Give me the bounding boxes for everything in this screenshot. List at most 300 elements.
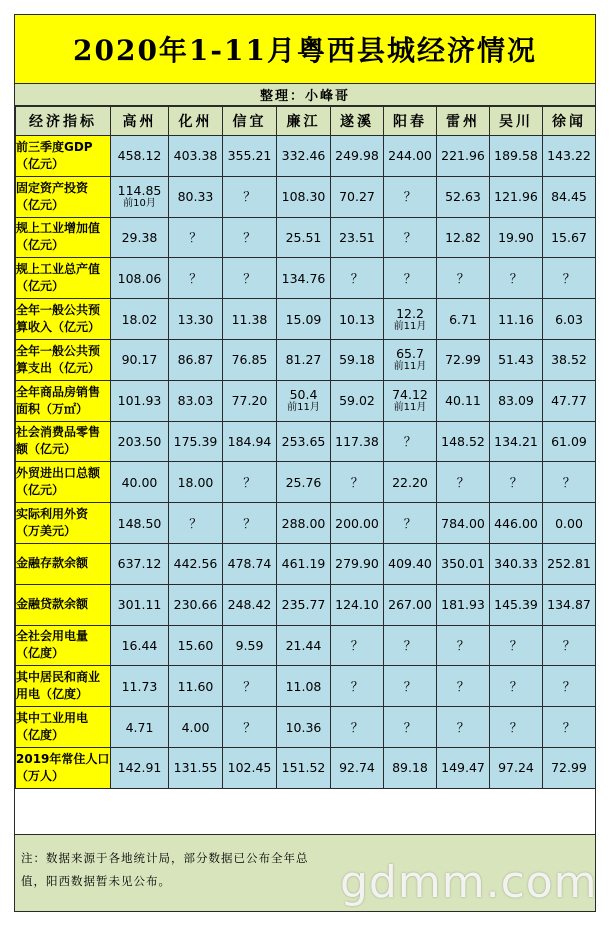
value-cell [437,299,490,340]
value-cell [223,380,277,421]
value-cell [223,462,277,503]
value-cell [277,666,331,707]
value-cell [223,747,277,788]
value-cell [169,136,223,177]
cell-value: 102.45 [227,760,272,776]
value-cell [543,258,596,299]
cell-value: 409.40 [388,556,432,572]
cell-value: 11.60 [177,678,214,694]
table-row [16,666,596,707]
cell-value: 76.85 [231,352,268,368]
cell-value: 0.00 [555,515,583,531]
cell-value: 301.11 [117,597,162,613]
value-cell [277,299,331,340]
cell-value: 253.65 [281,433,326,449]
cell-period-note: 前11月 [393,320,427,332]
value-cell [111,380,169,421]
cell-value: 11.38 [231,311,268,327]
value-cell [490,136,543,177]
value-cell [111,258,169,299]
value-cell [169,747,223,788]
cell-value: 230.66 [173,597,218,613]
cell-value: ？ [456,474,470,490]
value-cell [490,380,543,421]
value-cell [277,421,331,462]
header-county: 廉江 [277,107,331,136]
cell-value: 25.76 [285,474,322,490]
value-cell [169,299,223,340]
cell-value: 16.44 [121,637,158,653]
value-cell [384,584,437,625]
value-cell [437,136,490,177]
value-cell [543,625,596,666]
value-cell [277,584,331,625]
cell-value: 340.33 [494,556,538,572]
value-cell [490,217,543,258]
cell-value: 29.38 [121,229,158,245]
value-cell [111,503,169,544]
table-row [16,584,596,625]
value-cell [384,666,437,707]
value-cell [223,421,277,462]
cell-value: 145.39 [494,597,538,613]
value-cell [331,339,384,380]
cell-value: 175.39 [173,433,218,449]
value-cell [543,299,596,340]
site-watermark: gdmm.com [340,857,598,908]
value-cell [437,258,490,299]
cell-value: 92.74 [339,760,375,776]
value-cell [384,339,437,380]
cell-value: 15.09 [285,311,322,327]
cell-value: 124.10 [335,597,379,613]
data-table-frame [14,14,596,912]
table-row [16,339,596,380]
cell-value: ？ [403,678,417,694]
value-cell [543,543,596,584]
value-cell [437,503,490,544]
value-cell [543,584,596,625]
value-cell [437,462,490,503]
cell-value: ？ [509,719,523,735]
value-cell [437,625,490,666]
cell-value: ？ [350,678,364,694]
cell-value: 47.77 [551,393,587,409]
value-cell [384,543,437,584]
header-county: 吴川 [490,107,543,136]
value-cell [437,176,490,217]
value-cell [331,707,384,748]
cell-value: 6.03 [555,311,583,327]
cell-value: 134.76 [281,270,326,286]
value-cell [384,462,437,503]
cell-value: ？ [403,270,417,286]
cell-value: 84.45 [551,189,587,205]
value-cell [384,625,437,666]
cell-value: 784.00 [441,515,485,531]
value-cell [169,584,223,625]
cell-value: 22.20 [392,474,428,490]
value-cell [277,462,331,503]
value-cell [111,666,169,707]
cell-period-note: 前11月 [393,402,427,414]
value-cell [437,217,490,258]
table-row [16,462,596,503]
cell-value: 184.94 [227,433,272,449]
table-row [16,380,596,421]
cell-value: ？ [243,189,256,205]
value-cell [223,503,277,544]
header-county: 遂溪 [331,107,384,136]
cell-value: 81.27 [285,352,322,368]
cell-value: 249.98 [335,148,379,164]
value-cell [111,176,169,217]
value-cell [169,176,223,217]
value-cell [277,625,331,666]
value-cell [437,747,490,788]
cell-value: 10.13 [339,311,375,327]
value-cell [111,707,169,748]
value-cell [331,625,384,666]
value-cell [490,462,543,503]
value-cell [277,747,331,788]
value-cell [543,380,596,421]
value-cell [490,299,543,340]
indicator-label: 外贸进出口总额（亿元） [16,462,111,503]
value-cell [331,543,384,584]
value-cell [169,258,223,299]
cell-value: 83.03 [177,393,214,409]
value-cell [331,462,384,503]
indicator-label: 金融贷款余额 [16,584,111,625]
footnote-text: 注：数据来源于各地统计局，部分数据已公布全年总值，阳西数据暂未见公布。 [21,851,309,888]
indicator-label: 规上工业增加值（亿元） [16,217,111,258]
indicator-label: 金融存款余额 [16,543,111,584]
cell-value: 65.7 [396,346,424,362]
value-cell [490,258,543,299]
cell-value: ？ [509,474,523,490]
cell-value: ？ [403,515,417,531]
cell-value: 40.00 [121,474,158,490]
value-cell [490,584,543,625]
value-cell [277,339,331,380]
value-cell [169,707,223,748]
header-county: 高州 [111,107,169,136]
value-cell [437,584,490,625]
value-cell [223,136,277,177]
cell-value: 248.42 [227,597,272,613]
value-cell [111,421,169,462]
value-cell [543,747,596,788]
cell-value: ？ [456,270,470,286]
cell-value: ？ [403,719,417,735]
cell-value: 134.21 [494,433,538,449]
cell-value: 90.17 [121,352,158,368]
value-cell [490,503,543,544]
cell-value: 200.00 [335,515,379,531]
cell-value: 4.71 [125,719,154,735]
value-cell [111,747,169,788]
value-cell [277,543,331,584]
value-cell [223,339,277,380]
value-cell [331,747,384,788]
cell-value: 114.85 [117,183,162,199]
cell-value: 288.00 [281,515,326,531]
cell-value: ？ [189,515,202,531]
value-cell [223,217,277,258]
author-credit: 整理：小峰哥 [15,84,595,106]
cell-value: 108.06 [117,270,162,286]
cell-value: 18.00 [177,474,214,490]
value-cell [169,625,223,666]
header-county: 雷州 [437,107,490,136]
cell-value: 279.90 [335,556,379,572]
cell-value: ？ [456,637,470,653]
cell-value: ？ [243,719,256,735]
cell-value: ？ [243,678,256,694]
table-row [16,258,596,299]
table-body [16,136,596,789]
cell-value: 11.73 [121,678,158,694]
cell-value: 9.59 [235,637,264,653]
cell-value: 52.63 [445,189,481,205]
value-cell [331,258,384,299]
indicator-label: 固定资产投资（亿元） [16,176,111,217]
value-cell [223,176,277,217]
value-cell [169,543,223,584]
cell-value: ？ [562,678,576,694]
cell-value: 59.02 [339,393,375,409]
cell-value: 74.12 [392,387,428,403]
value-cell [331,136,384,177]
cell-value: 10.36 [285,719,322,735]
value-cell [384,217,437,258]
value-cell [111,136,169,177]
cell-value: ？ [562,270,576,286]
table-row [16,707,596,748]
cell-value: 332.46 [281,148,326,164]
cell-value: 83.09 [498,393,534,409]
value-cell [223,258,277,299]
value-cell [331,176,384,217]
header-county: 信宜 [223,107,277,136]
cell-value: 637.12 [117,556,162,572]
indicator-label: 规上工业总产值（亿元） [16,258,111,299]
cell-value: 350.01 [441,556,485,572]
cell-value: 131.55 [173,760,218,776]
value-cell [277,136,331,177]
table-row [16,543,596,584]
cell-value: 267.00 [388,597,432,613]
value-cell [223,543,277,584]
cell-value: 478.74 [227,556,272,572]
table-row [16,421,596,462]
cell-value: ？ [562,719,576,735]
table-row [16,503,596,544]
indicator-label: 其中工业用电（亿度） [16,707,111,748]
value-cell [490,421,543,462]
value-cell [277,217,331,258]
cell-value: 117.38 [335,433,379,449]
cell-value: ？ [243,474,256,490]
cell-value: 442.56 [173,556,218,572]
value-cell [384,747,437,788]
cell-value: ？ [403,229,417,245]
cell-value: 89.18 [392,760,428,776]
value-cell [331,299,384,340]
value-cell [111,462,169,503]
value-cell [277,258,331,299]
cell-value: 97.24 [498,760,534,776]
header-indicator: 经济指标 [16,107,111,136]
value-cell [384,503,437,544]
cell-value: ？ [350,637,364,653]
value-cell [223,666,277,707]
value-cell [223,299,277,340]
cell-value: 12.82 [445,229,481,245]
value-cell [331,666,384,707]
cell-value: 151.52 [281,760,326,776]
value-cell [169,462,223,503]
cell-value: 21.44 [285,637,322,653]
cell-value: 72.99 [445,352,481,368]
value-cell [277,380,331,421]
value-cell [543,176,596,217]
value-cell [384,176,437,217]
table-row [16,176,596,217]
cell-value: 461.19 [281,556,326,572]
value-cell [331,380,384,421]
cell-value: ？ [350,474,364,490]
cell-period-note: 前11月 [393,361,427,373]
cell-value: 149.47 [441,760,485,776]
header-county: 徐闻 [543,107,596,136]
value-cell [384,380,437,421]
cell-value: 446.00 [494,515,538,531]
cell-value: 148.50 [117,515,162,531]
cell-value: 25.51 [285,229,322,245]
indicator-label: 实际利用外资（万美元） [16,503,111,544]
value-cell [277,503,331,544]
cell-value: 80.33 [177,189,214,205]
cell-value: 6.71 [449,311,477,327]
table-row [16,299,596,340]
value-cell [111,625,169,666]
cell-value: 38.52 [551,352,587,368]
indicator-label: 其中居民和商业用电（亿度） [16,666,111,707]
value-cell [437,707,490,748]
page-title: 2020年1-11月粤西县城经济情况 [15,15,595,84]
cell-value: 19.90 [498,229,534,245]
value-cell [437,339,490,380]
cell-value: 70.27 [339,189,375,205]
cell-value: ？ [509,270,523,286]
cell-value: ？ [456,719,470,735]
value-cell [111,217,169,258]
indicator-label: 全年商品房销售面积（万㎡） [16,380,111,421]
value-cell [490,339,543,380]
header-county: 化州 [169,107,223,136]
value-cell [437,666,490,707]
cell-value: ？ [509,637,523,653]
value-cell [277,176,331,217]
cell-value: 142.91 [117,760,162,776]
cell-value: 11.16 [498,311,534,327]
value-cell [490,666,543,707]
value-cell [437,543,490,584]
cell-value: 23.51 [339,229,375,245]
value-cell [543,666,596,707]
value-cell [169,503,223,544]
value-cell [490,625,543,666]
cell-value: 4.00 [181,719,210,735]
cell-value: 203.50 [117,433,162,449]
indicator-label: 社会消费品零售额（亿元） [16,421,111,462]
cell-value: 61.09 [551,433,587,449]
economy-table [15,106,596,789]
cell-value: 221.96 [441,148,485,164]
value-cell [169,666,223,707]
cell-value: 355.21 [227,148,272,164]
value-cell [490,747,543,788]
value-cell [437,421,490,462]
cell-value: 143.22 [547,148,591,164]
value-cell [331,503,384,544]
cell-value: 235.77 [281,597,326,613]
cell-value: 86.87 [177,352,214,368]
value-cell [384,258,437,299]
value-cell [111,299,169,340]
cell-value: 101.93 [117,393,162,409]
value-cell [543,339,596,380]
cell-value: 121.96 [494,189,538,205]
value-cell [111,543,169,584]
cell-value: ？ [350,719,364,735]
cell-value: 189.58 [494,148,538,164]
table-row [16,136,596,177]
cell-value: ？ [243,270,256,286]
cell-value: 244.00 [388,148,432,164]
cell-value: ？ [562,474,576,490]
cell-value: ？ [562,637,576,653]
value-cell [543,503,596,544]
value-cell [490,707,543,748]
cell-value: ？ [403,189,417,205]
cell-value: ？ [243,229,256,245]
cell-value: 403.38 [173,148,218,164]
cell-value: 108.30 [281,189,326,205]
value-cell [384,421,437,462]
indicator-label: 全年一般公共预算收入（亿元） [16,299,111,340]
value-cell [223,707,277,748]
cell-value: 40.11 [445,393,481,409]
value-cell [543,462,596,503]
indicator-label: 2019年常住人口（万人） [16,747,111,788]
value-cell [169,339,223,380]
cell-value: 18.02 [121,311,158,327]
value-cell [169,217,223,258]
value-cell [543,421,596,462]
table-header-row [16,107,596,136]
value-cell [111,339,169,380]
cell-value: 252.81 [547,556,591,572]
cell-value: 181.93 [441,597,485,613]
indicator-label: 全年一般公共预算支出（亿元） [16,339,111,380]
cell-value: ？ [243,515,256,531]
value-cell [331,421,384,462]
cell-value: ？ [403,433,417,449]
cell-value: 13.30 [177,311,214,327]
